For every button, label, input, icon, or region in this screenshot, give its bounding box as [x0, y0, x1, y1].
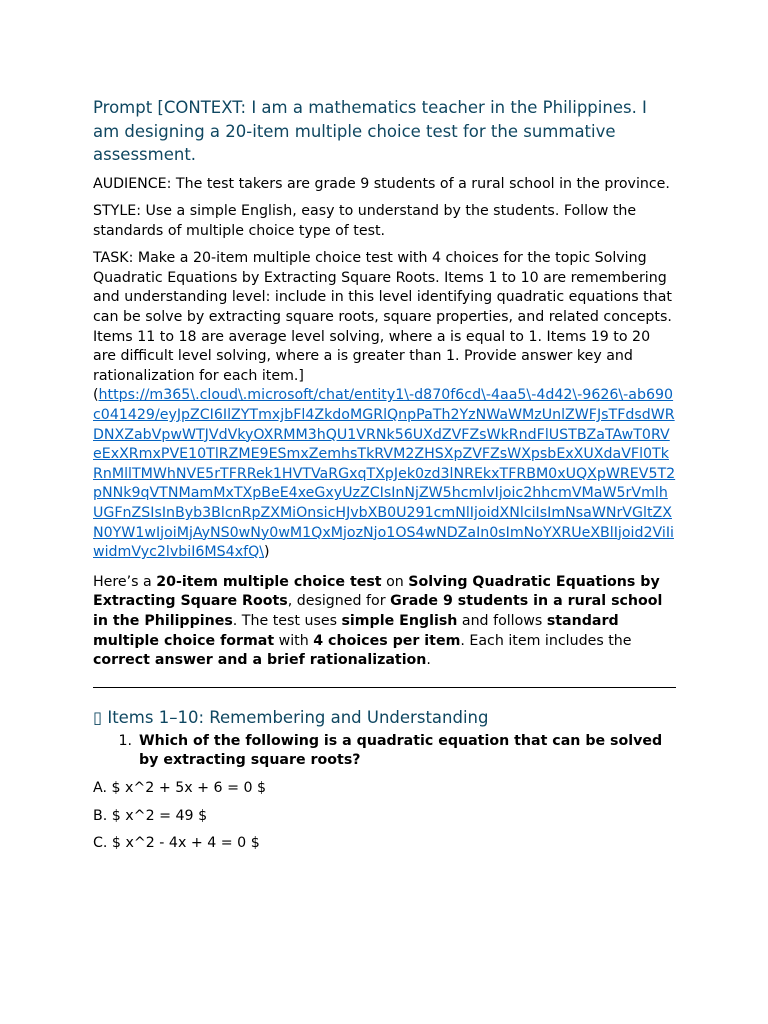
audience-paragraph: AUDIENCE: The test takers are grade 9 students of a rural school in the province. [93, 175, 670, 192]
intro-bold: simple English [341, 612, 458, 629]
link-open-paren: ( [93, 387, 99, 404]
section-heading: ▯ Items 1–10: Remembering and Understanding [93, 707, 489, 727]
link-close-paren: ) [264, 544, 270, 561]
intro-text: on [381, 573, 409, 590]
intro-paragraph [93, 573, 676, 671]
intro-bold: Solving Quadratic Equations by Extracting Square Roots [93, 573, 660, 610]
question-item [93, 732, 676, 771]
intro-bold: correct answer and a brief rationalization [93, 652, 427, 669]
intro-bold: standard multiple choice format [93, 612, 619, 649]
choice-a: A. $ x^2 + 5x + 6 = 0 $ [93, 779, 267, 796]
intro-text: and follows [457, 612, 547, 629]
question-text: Which of the following is a quadratic equation that can be solved by extracting square roots? [139, 732, 663, 769]
prompt-heading: Prompt [CONTEXT: I am a mathematics teacher in the Philippines. I am designing a 20-item multiple choice test for the summative assessment. [93, 98, 647, 164]
intro-text: . Each item includes the [460, 632, 632, 649]
intro-text: , designed for [287, 593, 391, 610]
document-content [93, 96, 676, 862]
intro-bold: 4 choices per item [313, 632, 461, 649]
intro-text: . [426, 652, 431, 669]
chat-share-link[interactable]: https://m365\.cloud\.microsoft/chat/entity1\-d870f6cd\-4aa5\-4d42\-9626\-ab690c041429/eyJpZCI6IlZYTmxjbFl4ZkdoMGRlQnpPaTh2YzNWaWMzUnlZWFJsTFdsdWRDNXZabVpwWTJVdVkyOXRMM3hQU1VRNk56UXdZVFZsWkRndFlUSTBZaTAwT0RVeExXRmxPVE10TlRZME9ESmxZemhsTkRVM2ZHSXpZVFZsWXpsbExXUXdaVFl0TkRnMllTMWhNVE5rTFRRek1HVTVaRGxqTXpJek0zd3lNREkxTFRBM0xUQXpWREV5T2pNNk9qVTNMamMxTXpBeE4xeGxyUzZCIsInNjZW5hcmlvIjoic2hhcmVMaW5rVmlhUGFnZSIsInByb3BlcnRpZXMiOnsicHJvbXB0U291cmNlIjoidXNlciIsImNsaWNrVGltZXN0YW1wIjoiMjAyNS0wNy0wM1QxMjozNjo1OS4wNDZaIn0sImNoYXRUeXBlIjoid2ViIiwidmVyc2lvbiI6MS4xfQ\ [93, 387, 676, 561]
intro-text: Here’s a [93, 573, 157, 590]
choice-c: C. $ x^2 - 4x + 4 = 0 $ [93, 835, 260, 852]
question-list [93, 732, 676, 771]
question-number: 1. [118, 732, 132, 749]
intro-bold: 20-item multiple choice test [156, 573, 382, 590]
intro-text: . The test uses [232, 612, 342, 629]
intro-bold: Grade 9 students in a rural school in the Philippines [93, 593, 663, 629]
task-paragraph [93, 249, 676, 563]
choice-b: B. $ x^2 = 49 $ [93, 807, 208, 824]
style-paragraph: STYLE: Use a simple English, easy to understand by the students. Follow the standards of multiple choice type of test. [93, 203, 637, 239]
task-text: TASK: Make a 20-item multiple choice test with 4 choices for the topic Solving Quadratic Equations by Extracting Square Roots. Items 1 to 10 are remembering and understanding level: include in this level identifying quadratic equations that can be solve by extracting square roots, square properties, and related concepts. Items 11 to 18 are average level solving, where a is equal to 1. Items 19 to 20 are difficult level solving, where a is greater than 1. Provide answer key and rationalization for each item.] [93, 250, 672, 384]
intro-text: with [274, 632, 314, 649]
horizontal-divider [93, 687, 676, 688]
